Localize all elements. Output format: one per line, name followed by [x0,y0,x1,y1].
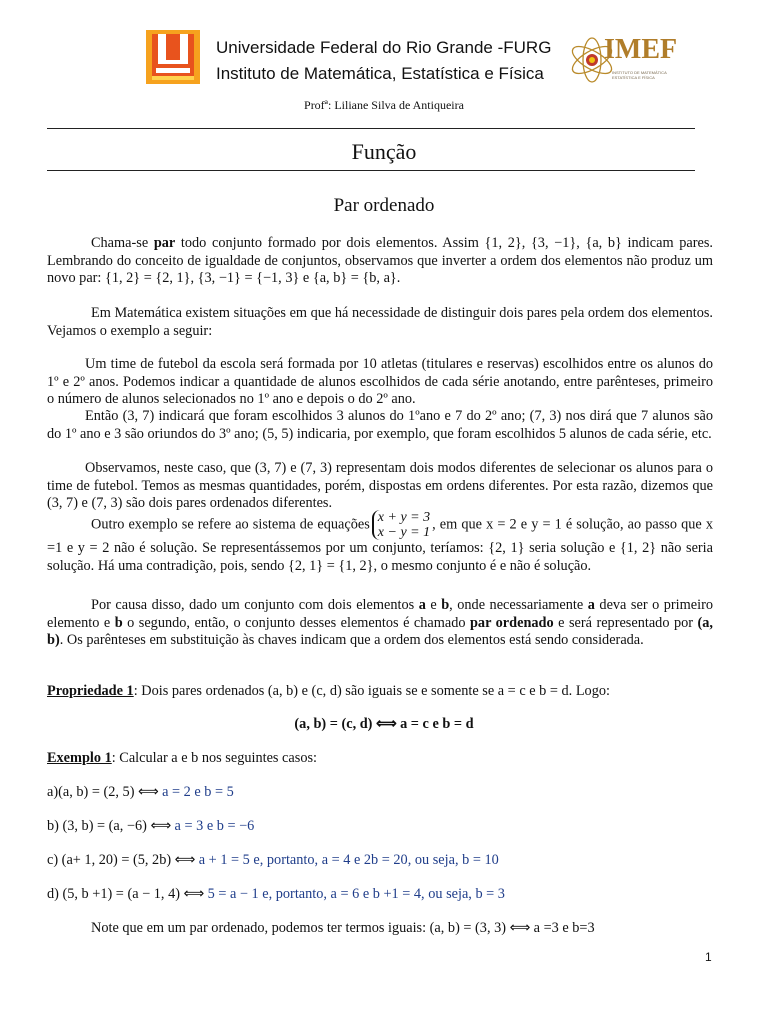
professor-name: Profª: Liliane Silva de Antiqueira [304,98,464,112]
paragraph-5: Observamos, neste caso, que (3, 7) e (7, 3) representam dois modos diferentes de selecionar os alunos para o time de futebol. Temos as mesmas quantidades, porém, dispostas em ordens diferentes. Por esta razão, dizemos que (3, 7) e (7, 3) são dois pares ordenados diferentes. [47,460,713,512]
equation-system: x + y = 3 x − y = 1 [372,510,430,540]
bottom-rule [47,170,695,171]
page-number: 1 [705,950,712,964]
example-1: Exemplo 1: Calcular a e b nos seguintes casos: [47,750,318,766]
property-1: Propriedade 1: Dois pares ordenados (a, b) e (c, d) são iguais se e somente se a = c e b = d. Logo: [47,683,610,699]
university-name: Universidade Federal do Rio Grande -FURG [216,38,552,57]
paragraph-6: Outro exemplo se refere ao sistema de equações x + y = 3 x − y = 1, em que x = 2 e y = 1 é solução, ao passo que x =1 e y = 2 não é solução. Se representássemos por um conjunto, teríamos: {2, 1} seria solução e {1, 2} não seria solução. Há uma contradição, pois, sendo {2, 1} = {1, 2}, o mesmo conjunto é e não é solução. [47,510,713,574]
paragraph-3: Um time de futebol da escola será formada por 10 atletas (titulares e reservas) escolhidos entre os alunos do 1º e 2º anos. Podemos indicar a quantidade de alunos escolhidos de cada série anotando, entre parênteses, primeiro o número de alunos selecionados no 1º ano e depois o do 2º ano. [47,356,713,408]
paragraph-7: Por causa disso, dado um conjunto com dois elementos a e b, onde necessariamente a deva ser o primeiro elemento e b o segundo, então, o conjunto desses elementos é chamado par ordenado e será representado por (a, b). Os parênteses em substituição às chaves indicam que a ordem dos elementos está sendo considerada. [47,597,713,649]
paragraph-1: Chama-se par todo conjunto formado por dois elementos. Assim {1, 2}, {3, −1}, {a, b} indicam pares. Lembrando do conceito de igualdade de conjuntos, observamos que inverter a ordem dos elementos não produz um novo par: {1, 2} = {2, 1}, {3, −1} = {−1, 3} e {a, b} = {b, a}. [47,235,713,287]
example-item-b: b) (3, b) = (a, −6) ⟺ a = 3 e b = −6 [47,818,255,834]
property-1-formula: (a, b) = (c, d) ⟺ a = c e b = d [294,716,474,732]
top-rule [47,128,695,129]
example-item-c: c) (a+ 1, 20) = (5, 2b) ⟺ a + 1 = 5 e, portanto, a = 4 e 2b = 20, ou seja, b = 10 [47,852,499,868]
imef-logo-text: IMEF [604,34,678,65]
note-text: Note que em um par ordenado, podemos ter termos iguais: (a, b) = (3, 3) ⟺ a =3 e b=3 [91,920,595,936]
paragraph-2: Em Matemática existem situações em que há necessidade de distinguir dois pares pela ordem dos elementos. Vejamos o exemplo a seguir: [47,305,713,339]
example-item-d: d) (5, b +1) = (a − 1, 4) ⟺ 5 = a − 1 e, portanto, a = 6 e b +1 = 4, ou seja, b = 3 [47,886,505,902]
page-title: Função [351,139,417,164]
furg-logo [144,28,202,86]
institute-name: Instituto de Matemática, Estatística e Física [216,64,544,83]
paragraph-4: Então (3, 7) indicará que foram escolhidos 3 alunos do 1ºano e 7 do 2º ano; (7, 3) nos dirá que 7 alunos são do 1º ano e 3 são oriundos do 3º ano; (5, 5) indicaria, por exemplo, que foram escolhidos 5 alunos de cada série, etc. [47,408,713,442]
example-item-a: a)(a, b) = (2, 5) ⟺ a = 2 e b = 5 [47,784,234,800]
imef-logo-subtext: INSTITUTO DE MATEMÁTICA ESTATÍSTICA E FÍSICA [612,70,667,80]
section-title: Par ordenado [333,195,435,216]
